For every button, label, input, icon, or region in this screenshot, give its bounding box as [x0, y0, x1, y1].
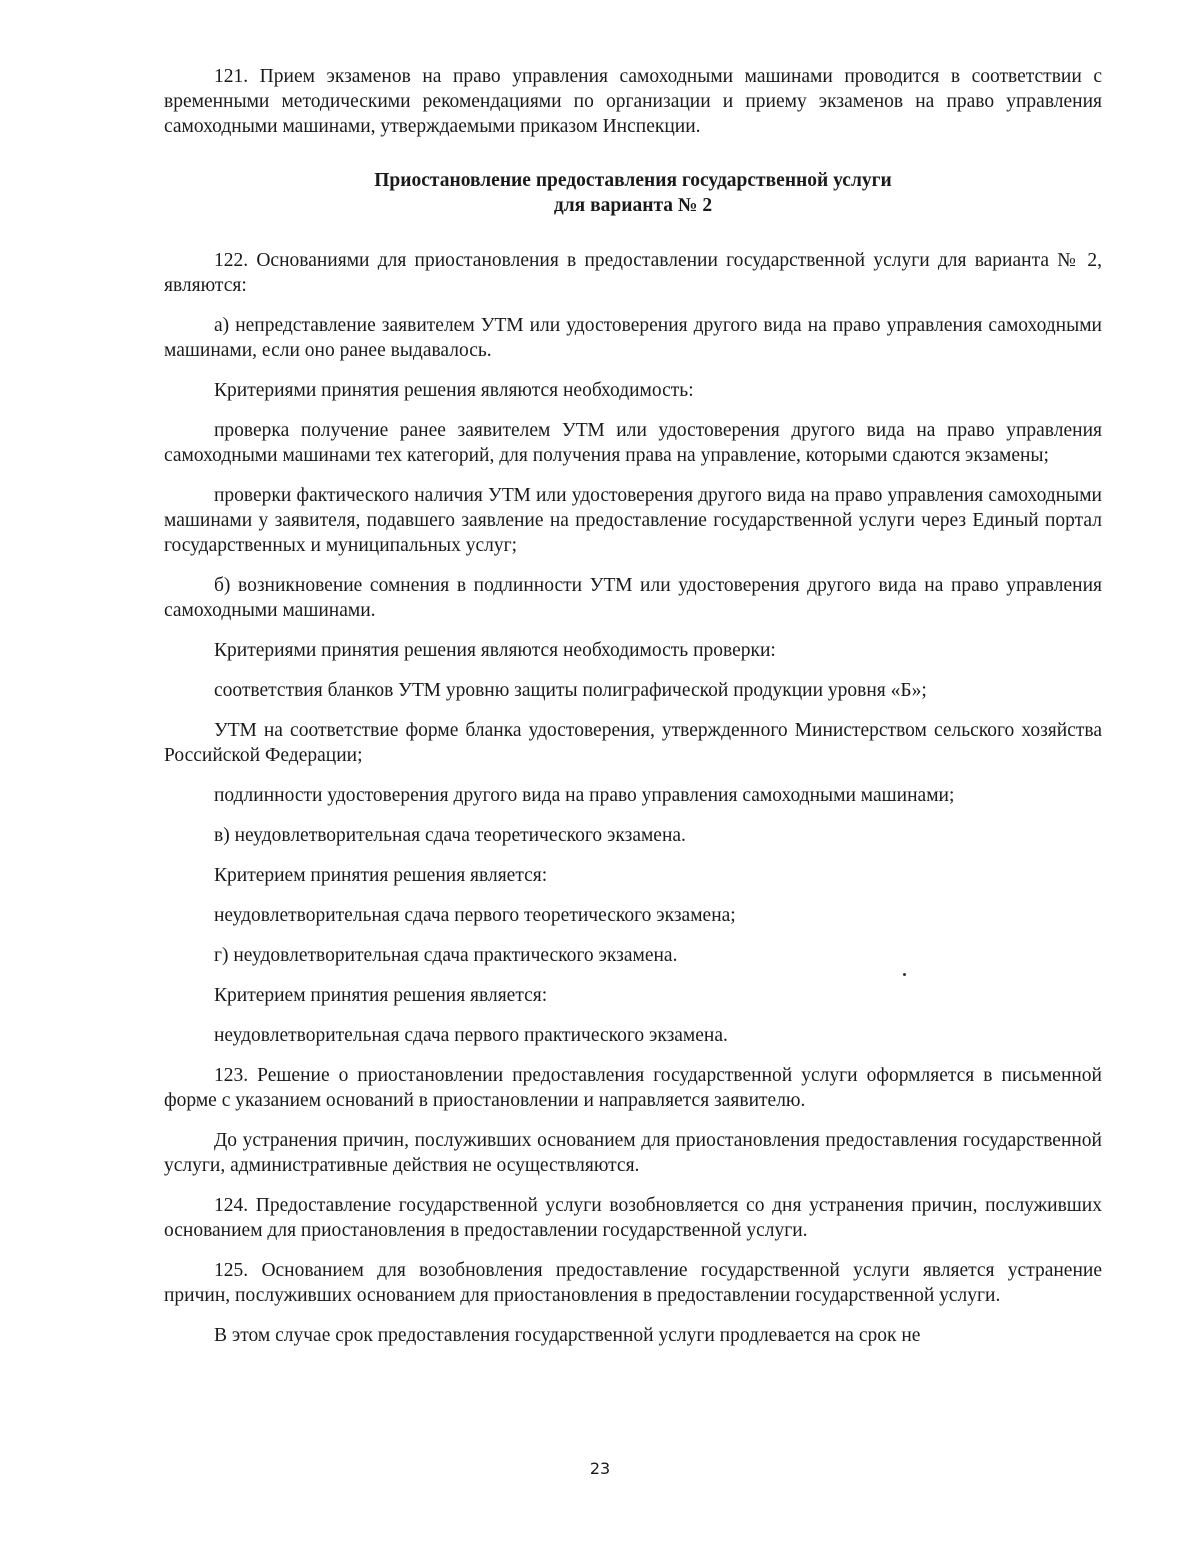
- paragraph-123: 123. Решение о приостановлении предоставления государственной услуги оформляется в письменной форме с указанием оснований в приостановлении и направляется заявителю.: [164, 1065, 1102, 1111]
- paragraph-125-note: В этом случае срок предоставления государственной услуги продлевается на срок не: [214, 1325, 921, 1346]
- paragraph-criterion-v: Критерием принятия решения является:: [214, 865, 548, 886]
- page-number: 23: [589, 1459, 611, 1478]
- document-page: [164, 64, 1102, 1363]
- paragraph-item-g: г) неудовлетворительная сдача практического экзамена.: [214, 945, 678, 966]
- paragraph-criteria-b: Критериями принятия решения являются необходимость проверки:: [214, 640, 776, 661]
- paragraph-122: 122. Основаниями для приостановления в предоставлении государственной услуги для варианта № 2, являются:: [164, 250, 1102, 296]
- section-heading-line-1: Приостановление предоставления государственной услуги: [374, 170, 892, 191]
- paragraph-criterion-v-1: неудовлетворительная сдача первого теоретического экзамена;: [214, 905, 736, 926]
- paragraph-criterion-g: Критерием принятия решения является:: [214, 985, 548, 1006]
- paragraph-item-b: б) возникновение сомнения в подлинности УТМ или удостоверения другого вида на право управления самоходными машинами.: [164, 575, 1102, 621]
- scan-speck: [903, 973, 906, 976]
- paragraph-item-a: а) непредставление заявителем УТМ или удостоверения другого вида на право управления самоходными машинами, если оно ранее выдавалось.: [164, 315, 1102, 361]
- paragraph-125: 125. Основанием для возобновления предоставление государственной услуги является устранение причин, послуживших основанием для приостановления в предоставлении государственной услуги.: [164, 1260, 1102, 1306]
- paragraph-criterion-g-1: неудовлетворительная сдача первого практического экзамена.: [214, 1025, 728, 1046]
- paragraph-124: 124. Предоставление государственной услуги возобновляется со дня устранения причин, послуживших основанием для приостановления в предоставлении государственной услуги.: [164, 1195, 1102, 1241]
- paragraph-criteria-b-2: УТМ на соответствие форме бланка удостоверения, утвержденного Министерством сельского хозяйства Российской Федерации;: [164, 720, 1102, 766]
- paragraph-criteria-a-2: проверки фактического наличия УТМ или удостоверения другого вида на право управления самоходными машинами у заявителя, подавшего заявление на предоставление государственной услуги через Единый портал государственных и муниципальных услуг;: [164, 485, 1102, 556]
- paragraph-121: 121. Прием экзаменов на право управления самоходными машинами проводится в соответствии с временными методическими рекомендациями по организации и приему экзаменов на право управления самоходными машинами, утверждаемыми приказом Инспекции.: [164, 66, 1102, 137]
- paragraph-123-note: До устранения причин, послуживших основанием для приостановления предоставления государственной услуги, административные действия не осуществляются.: [164, 1130, 1102, 1176]
- section-heading: [164, 168, 1102, 218]
- paragraph-item-v: в) неудовлетворительная сдача теоретического экзамена.: [214, 825, 686, 846]
- paragraph-criteria-b-3: подлинности удостоверения другого вида на право управления самоходными машинами;: [214, 785, 955, 806]
- paragraph-criteria-b-1: соответствия бланков УТМ уровню защиты полиграфической продукции уровня «Б»;: [214, 680, 927, 701]
- section-heading-line-2: для варианта № 2: [553, 195, 713, 216]
- paragraph-criteria-a-1: проверка получение ранее заявителем УТМ или удостоверения другого вида на право управления самоходными машинами тех категорий, для получения права на управление, которыми сдаются экзамены;: [164, 420, 1102, 466]
- paragraph-criteria-a: Критериями принятия решения являются необходимость:: [214, 380, 694, 401]
